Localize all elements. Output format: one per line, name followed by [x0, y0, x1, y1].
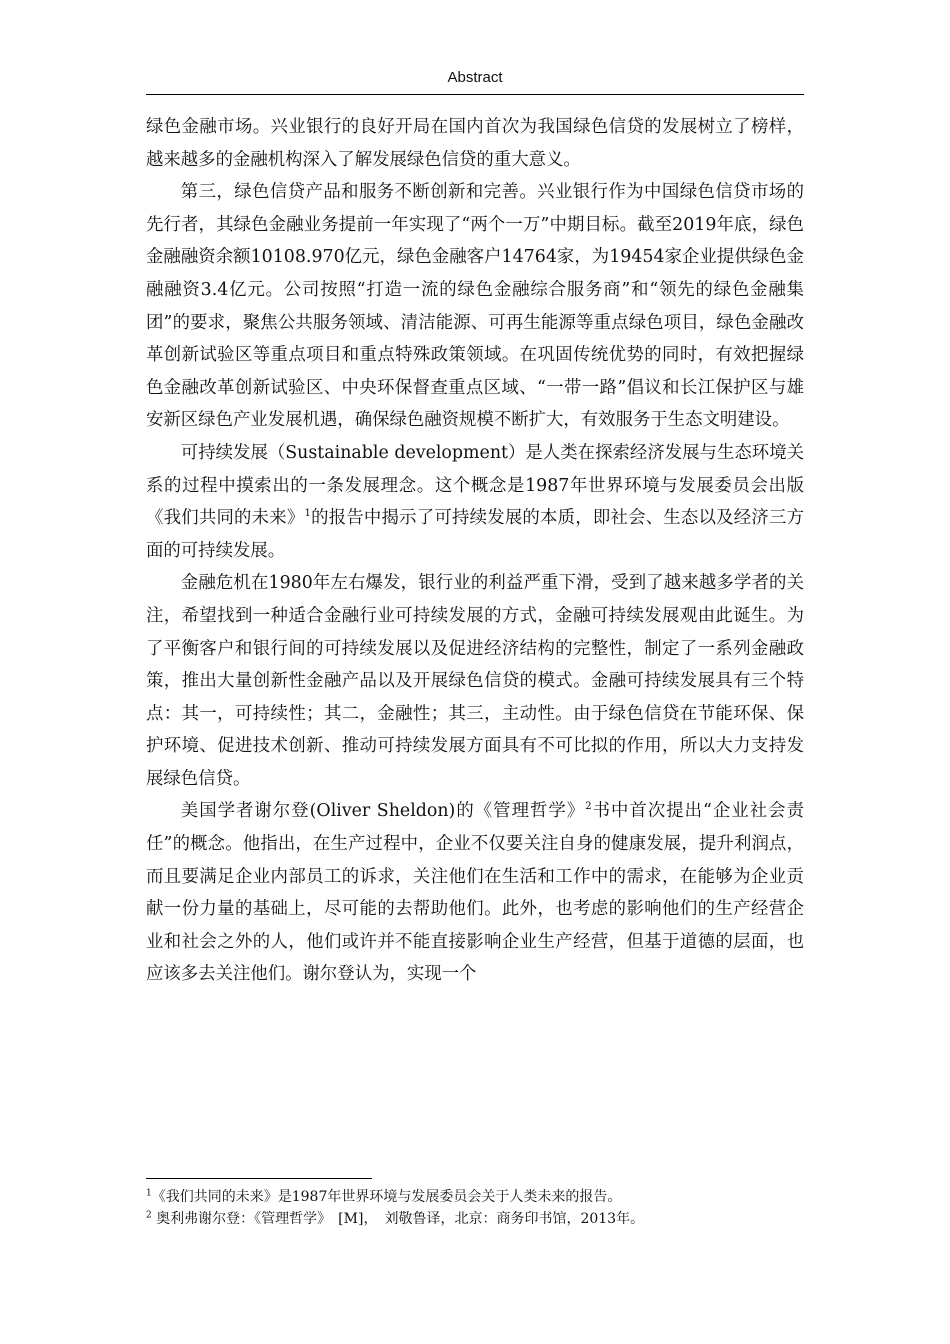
- paragraph-text: 绿色金融市场。兴业银行的良好开局在国内首次为我国绿色信贷的发展树立了榜样，越来越多的金融机构深入了解发展绿色信贷的重大意义。: [146, 117, 804, 170]
- paragraph-text: 书中首次提出“企业社会责任”的概念。他指出，在生产过程中，企业不仅要关注自身的健康发展，提升利润点，而且要满足企业内部员工的诉求，关注他们在生活和工作中的需求，在能够为企业贡献一份力量的基础上，尽可能的去帮助他们。此外，也考虑的影响他们的生产经营企业和社会之外的人，他们或许并不能直接影响企业生产经营，但基于道德的层面，也应该多去关注他们。谢尔登认为，实现一个: [146, 801, 804, 985]
- paragraph-sustainable-development: [146, 437, 804, 567]
- footnote-2: [146, 1208, 804, 1230]
- footnote-1: [146, 1186, 804, 1208]
- paragraph-text: 可持续发展（Sustainable development）是人类在探索经济发展与生态环境关系的过程中摸索出的一条发展理念。这个概念是1987年世界环境与发展委员会出版《我们共同的未来》: [146, 442, 804, 529]
- footnote-separator: [146, 1178, 372, 1179]
- paragraph-continued: [146, 111, 804, 176]
- paragraph-text: 的报告中揭示了可持续发展的本质，即社会、生态以及经济三方面的可持续发展。: [146, 508, 804, 561]
- footnote-mark: 2: [146, 1210, 152, 1221]
- footnote-ref-1: 1: [304, 508, 311, 520]
- page-header: [146, 68, 804, 95]
- paragraph-financial-crisis: [146, 567, 804, 795]
- paragraph-green-credit-innovation: [146, 176, 804, 437]
- footnote-mark: 1: [146, 1188, 152, 1199]
- header-title: Abstract: [447, 69, 503, 86]
- paragraph-sheldon-csr: [146, 795, 804, 991]
- footnote-ref-2: 2: [585, 801, 592, 813]
- footnote-text: 《我们共同的未来》是1987年世界环境与发展委员会关于人类未来的报告。: [151, 1189, 622, 1205]
- paragraph-text: 美国学者谢尔登(Oliver Sheldon)的《管理哲学》: [180, 801, 586, 822]
- paragraph-text: 第三，绿色信贷产品和服务不断创新和完善。兴业银行作为中国绿色信贷市场的先行者，其绿色金融业务提前一年实现了“两个一万”中期目标。截至2019年底，绿色金融融资余额10108.970亿元，绿色金融客户14764家，为19454家企业提供绿色金融融资3.4亿元。公司按照“打造一流的绿色金融综合服务商”和“领先的绿色金融集团”的要求，聚焦公共服务领域、清洁能源、可再生能源等重点绿色项目，绿色金融改革创新试验区等重点项目和重点特殊政策领域。在巩固传统优势的同时，有效把握绿色金融改革创新试验区、中央环保督查重点区域、“一带一路”倡议和长江保护区与雄安新区绿色产业发展机遇，确保绿色融资规模不断扩大，有效服务于生态文明建设。: [146, 182, 804, 431]
- footnotes: [146, 1186, 804, 1230]
- paragraph-text: 金融危机在1980年左右爆发，银行业的利益严重下滑，受到了越来越多学者的关注，希望找到一种适合金融行业可持续发展的方式，金融可持续发展观由此诞生。为了平衡客户和银行间的可持续发展以及促进经济结构的完整性，制定了一系列金融政策，推出大量创新性金融产品以及开展绿色信贷的模式。金融可持续发展具有三个特点：其一，可持续性；其二，金融性；其三，主动性。由于绿色信贷在节能环保、保护环境、促进技术创新、推动可持续发展方面具有不可比拟的作用，所以大力支持发展绿色信贷。: [146, 573, 804, 789]
- footnote-text: 奥利弗谢尔登：《管理哲学》 [M]， 刘敬鲁译，北京：商务印书馆，2013年。: [151, 1211, 645, 1227]
- body-text: [146, 111, 804, 991]
